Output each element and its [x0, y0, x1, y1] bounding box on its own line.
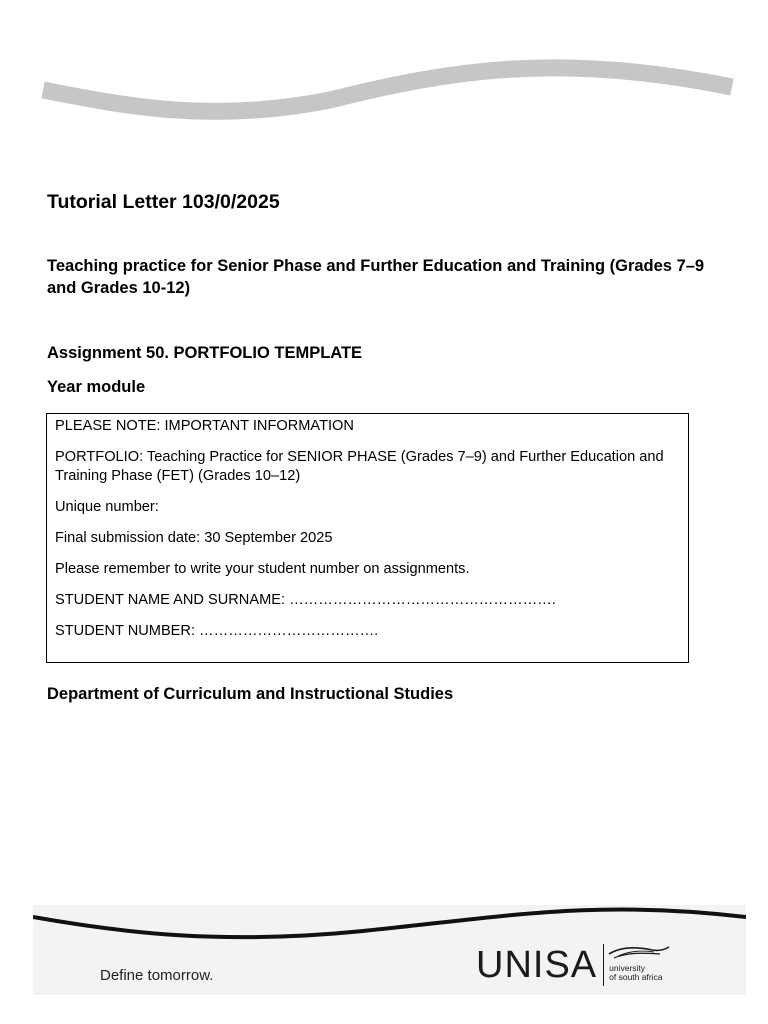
- footer-curve: [33, 905, 746, 945]
- unisa-logo: [476, 942, 672, 988]
- logo-line-university: university: [609, 963, 646, 973]
- unique-number-label: Unique number:: [55, 499, 159, 515]
- tutorial-letter-title: Tutorial Letter 103/0/2025: [47, 191, 280, 213]
- footer-tagline: Define tomorrow.: [100, 967, 214, 984]
- module-title: Teaching practice for Senior Phase and Further Education and Training (Grades 7–9 and Grades 10-12): [47, 257, 705, 297]
- logo-line-south-africa: of south africa: [609, 972, 663, 982]
- notice-heading: PLEASE NOTE: IMPORTANT INFORMATION: [55, 418, 354, 434]
- reminder-text: Please remember to write your student number on assignments.: [55, 561, 470, 577]
- portfolio-description: PORTFOLIO: Teaching Practice for SENIOR PHASE (Grades 7–9) and Further Education and Training Phase (FET) (Grades 10–12): [55, 449, 664, 484]
- student-number-field: STUDENT NUMBER: ……………………………….: [55, 623, 379, 639]
- logo-subtitle: [609, 964, 662, 982]
- assignment-title: Assignment 50. PORTFOLIO TEMPLATE: [47, 344, 363, 362]
- department-name: Department of Curriculum and Instructional Studies: [47, 685, 454, 703]
- submission-date: Final submission date: 30 September 2025: [55, 530, 333, 546]
- decorative-swoosh: [0, 0, 768, 140]
- bird-icon: [608, 944, 670, 962]
- student-name-field: STUDENT NAME AND SURNAME: ……………………………………………….: [55, 592, 556, 608]
- logo-wordmark: UNISA: [476, 944, 598, 986]
- logo-divider: [603, 944, 604, 986]
- important-information-box: [46, 413, 689, 663]
- year-module-label: Year module: [47, 378, 146, 396]
